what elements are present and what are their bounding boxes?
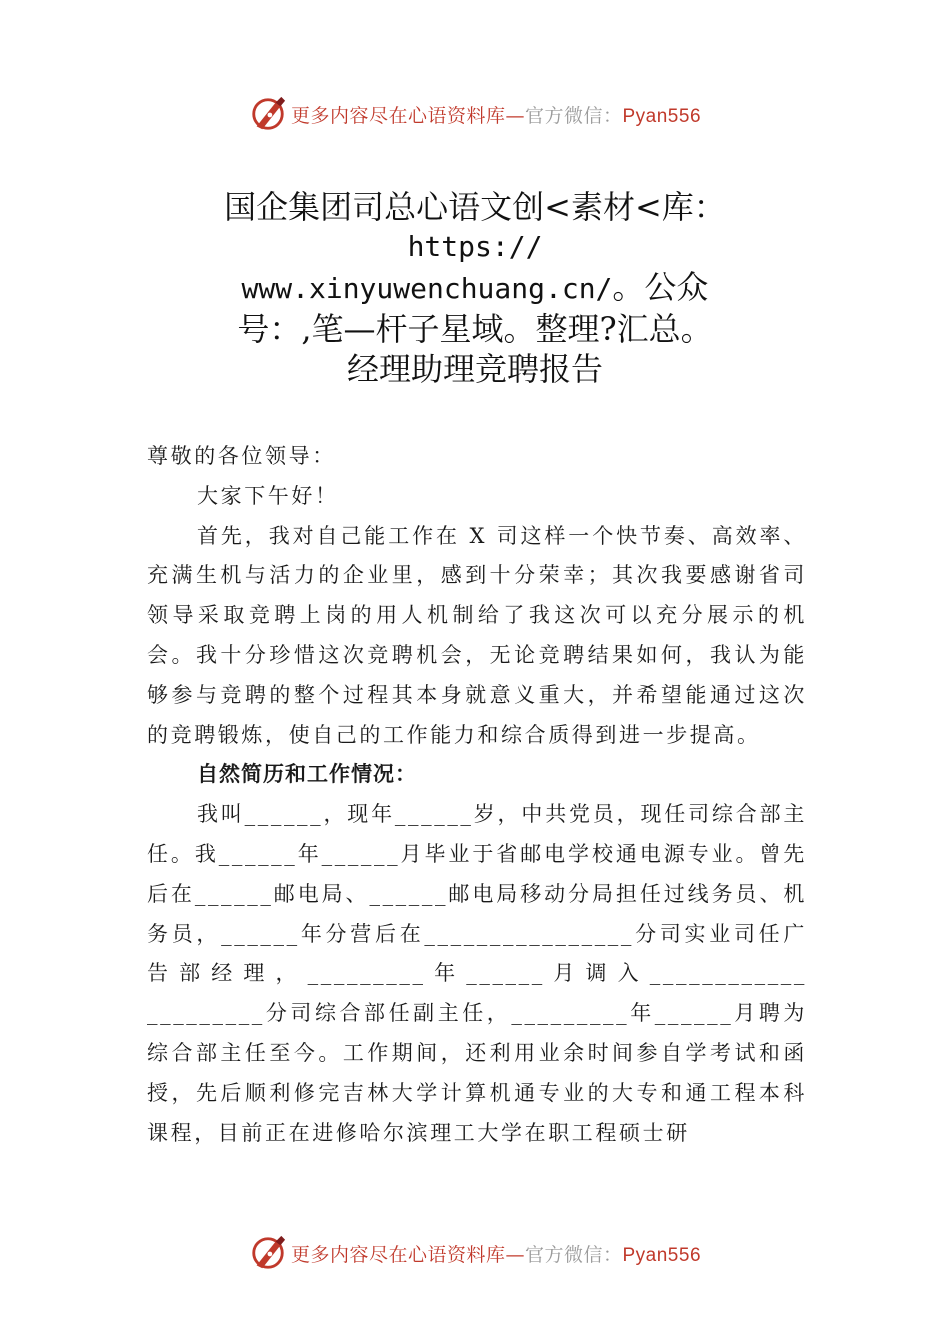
banner-wechat-id: Pyan556: [622, 1244, 702, 1266]
document-body: [147, 437, 807, 1153]
title-line-4: 号：,笔—杆子星域。整理?汇总。: [237, 310, 713, 348]
banner-wechat-id: Pyan556: [622, 105, 702, 127]
banner-prefix: 更多内容尽在心语资料库: [290, 104, 506, 127]
salutation: 尊敬的各位领导：: [147, 444, 336, 468]
section-heading: 自然简历和工作情况：: [197, 762, 417, 787]
pen-nib-logo-icon: [249, 1234, 287, 1272]
title-line-5: 经理助理竞聘报告: [346, 350, 603, 388]
title-line-2: https://: [407, 230, 543, 263]
greeting: 大家下午好！: [197, 483, 339, 508]
banner-wechat-label: 官方微信：: [524, 105, 623, 127]
banner-prefix: 更多内容尽在心语资料库: [290, 1243, 506, 1266]
paragraph-resume: 我叫______，现年______岁，中共党员，现任司综合部主任。我______年______月毕业于省邮电学校通电源专业。曾先后在______邮电局、______邮电局移动分局担任过线务员、机务员，______年分营后在________________分司实业司任广告部经理，_________年______月调入____________ _________分司综合部任副主任，_________年______月聘为综合部主任至今。工作期间，还利用业余时间参自学考试和函授，先后顺利修完吉林大学计算机通专业的大专和通工程本科课程，目前正在进修哈尔滨理工大学在职工程硕士研: [147, 802, 807, 1145]
banner-dash: —: [505, 104, 525, 127]
title-line-1: 国企集团司总心语文创<素材<库：: [224, 188, 726, 226]
pen-nib-logo-icon: [249, 95, 287, 133]
footer-banner: [0, 1233, 950, 1273]
header-banner: [0, 94, 950, 134]
title-line-3: [150, 267, 800, 309]
banner-dash: —: [505, 1243, 525, 1266]
paragraph-intro: 首先，我对自己能工作在 X 司这样一个快节奏、高效率、充满生机与活力的企业里，感到十分荣幸；其次我要感谢省司领导采取竞聘上岗的用人机制给了我这次可以充分展示的机会。我十分珍惜这次竞聘机会，无论竞聘结果如何，我认为能够参与竞聘的整个过程其本身就意义重大，并希望能通过这次的竞聘锻炼，使自己的工作能力和综合质得到进一步提高。: [147, 523, 807, 747]
banner-wechat-label: 官方微信：: [524, 1244, 623, 1266]
document-title: [150, 187, 800, 389]
title-line-3-tail: 。公众: [612, 268, 709, 306]
title-url: www.xinyuwenchuang.cn/: [241, 272, 613, 305]
